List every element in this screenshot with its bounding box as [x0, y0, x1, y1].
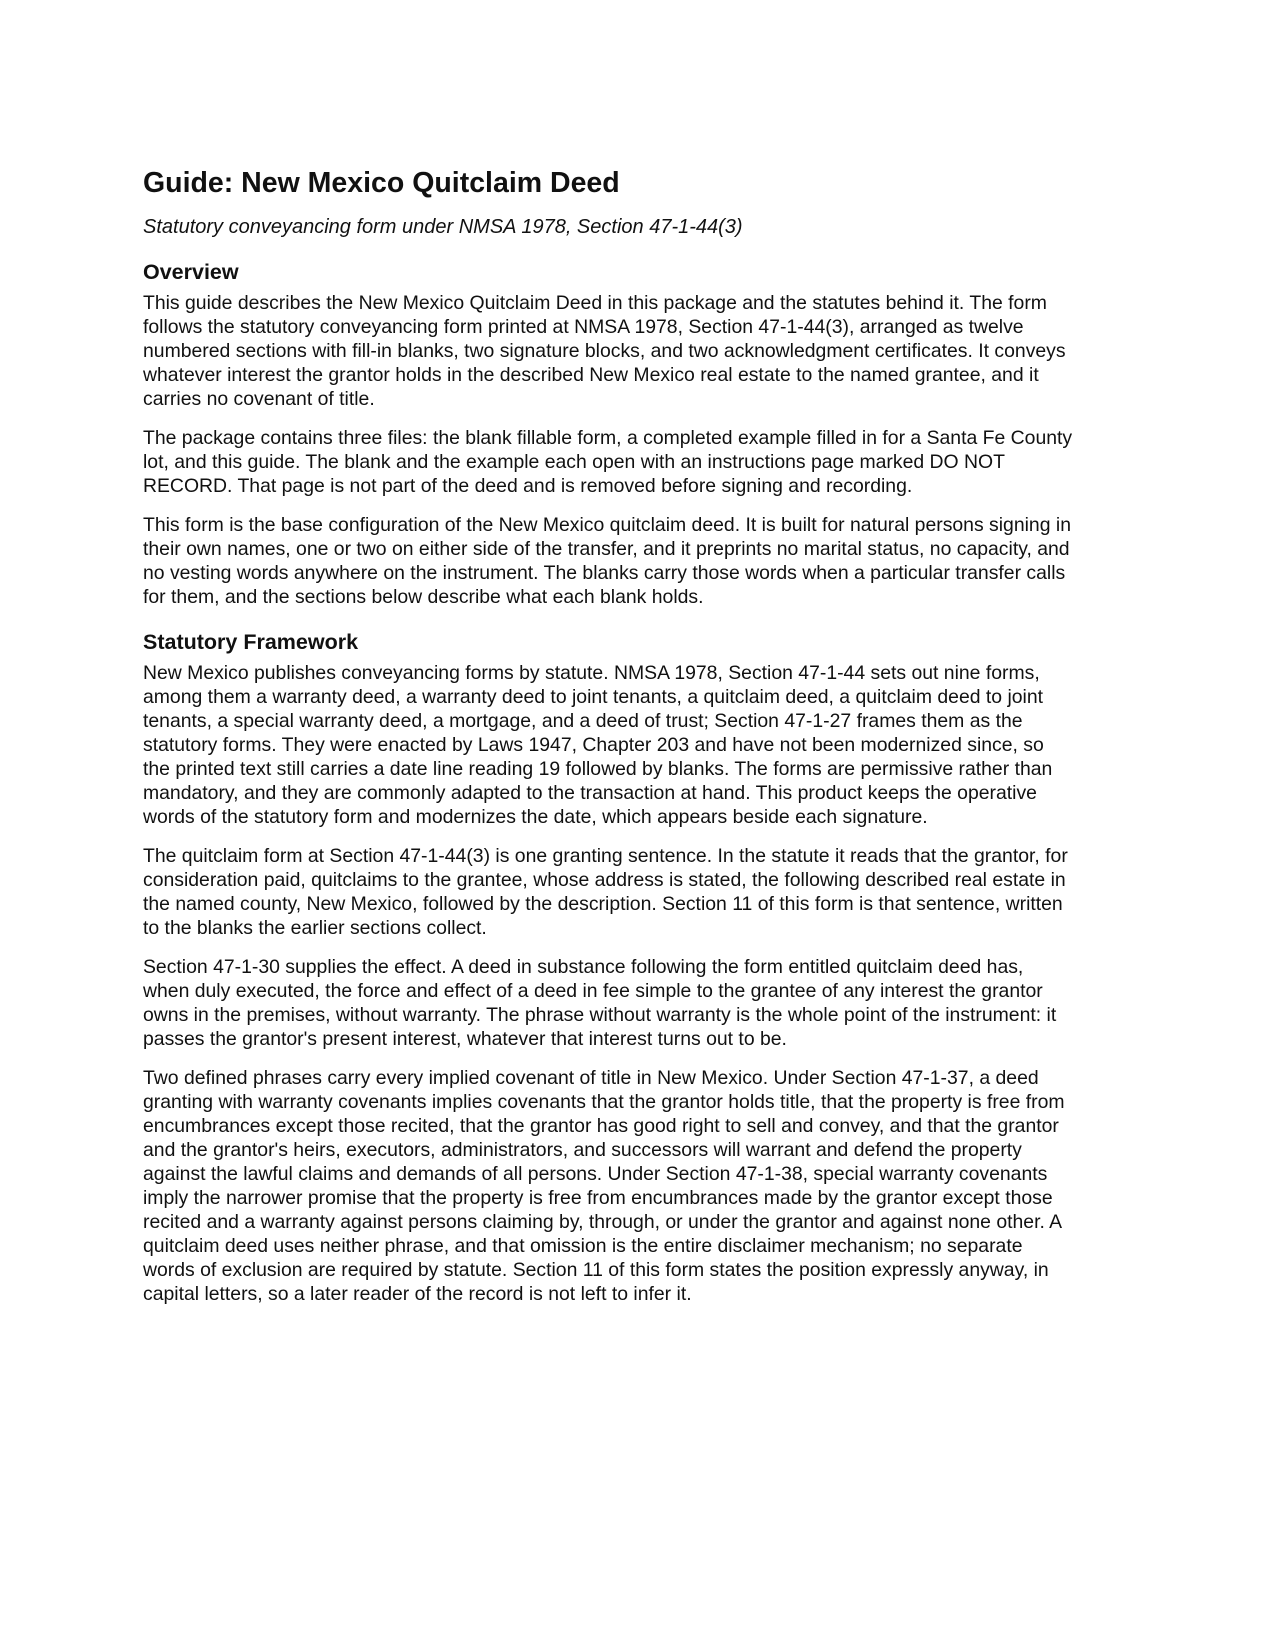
paragraph: This form is the base configuration of the New Mexico quitclaim deed. It is built for natural persons signing in their own names, one or two on either side of the transfer, and it preprints no marital status, no capacity, and no vesting words anywhere on the instrument. The blanks carry those words when a particular transfer calls for them, and the sections below describe what each blank holds. — [143, 514, 1071, 608]
section-heading-statutory-framework: Statutory Framework — [143, 630, 359, 654]
document-page — [143, 163, 1073, 1306]
page-title: Guide: New Mexico Quitclaim Deed — [143, 167, 620, 199]
paragraph: The quitclaim form at Section 47-1-44(3) is one granting sentence. In the statute it reads that the grantor, for consideration paid, quitclaims to the grantee, whose address is stated, the following described real estate in the named county, New Mexico, followed by the description. Section 11 of this form is that sentence, written to the blanks the earlier sections collect. — [143, 845, 1068, 939]
section-heading-overview: Overview — [143, 260, 239, 284]
paragraph: Two defined phrases carry every implied covenant of title in New Mexico. Under Section 47-1-37, a deed granting with warranty covenants implies covenants that the grantor holds title, that the property is free from encumbrances except those recited, that the grantor has good right to sell and convey, and that the grantor and the grantor's heirs, executors, administrators, and successors will warrant and defend the property against the lawful claims and demands of all persons. Under Section 47-1-38, special warranty covenants imply the narrower promise that the property is free from encumbrances made by the grantor except those recited and a warranty against persons claiming by, through, or under the grantor and against none other. A quitclaim deed uses neither phrase, and that omission is the entire disclaimer mechanism; no separate words of exclusion are required by statute. Section 11 of this form states the position expressly anyway, in capital letters, so a later reader of the record is not left to infer it. — [143, 1067, 1065, 1305]
section-statutory-framework — [143, 627, 1073, 1306]
page-subtitle: Statutory conveyancing form under NMSA 1978, Section 47-1-44(3) — [143, 216, 743, 238]
paragraph: New Mexico publishes conveyancing forms by statute. NMSA 1978, Section 47-1-44 sets out nine forms, among them a warranty deed, a warranty deed to joint tenants, a quitclaim deed, a quitclaim deed to joint tenants, a special warranty deed, a mortgage, and a deed of trust; Section 47-1-27 frames them as the statutory forms. They were enacted by Laws 1947, Chapter 203 and have not been modernized since, so the printed text still carries a date line reading 19 followed by blanks. The forms are permissive rather than mandatory, and they are commonly adapted to the transaction at hand. This product keeps the operative words of the statutory form and modernizes the date, which appears beside each signature. — [143, 662, 1053, 828]
paragraph: This guide describes the New Mexico Quitclaim Deed in this package and the statutes behind it. The form follows the statutory conveyancing form printed at NMSA 1978, Section 47-1-44(3), arranged as twelve numbered sections with fill-in blanks, two signature blocks, and two acknowledgment certificates. It conveys whatever interest the grantor holds in the described New Mexico real estate to the named grantee, and it carries no covenant of title. — [143, 292, 1066, 410]
paragraph: Section 47-1-30 supplies the effect. A deed in substance following the form entitled quitclaim deed has, when duly executed, the force and effect of a deed in fee simple to the grantee of any interest the grantor owns in the premises, without warranty. The phrase without warranty is the whole point of the instrument: it passes the grantor's present interest, whatever that interest turns out to be. — [143, 956, 1057, 1050]
section-overview — [143, 257, 1073, 609]
paragraph: The package contains three files: the blank fillable form, a completed example filled in for a Santa Fe County lot, and this guide. The blank and the example each open with an instructions page marked DO NOT RECORD. That page is not part of the deed and is removed before signing and recording. — [143, 427, 1073, 497]
